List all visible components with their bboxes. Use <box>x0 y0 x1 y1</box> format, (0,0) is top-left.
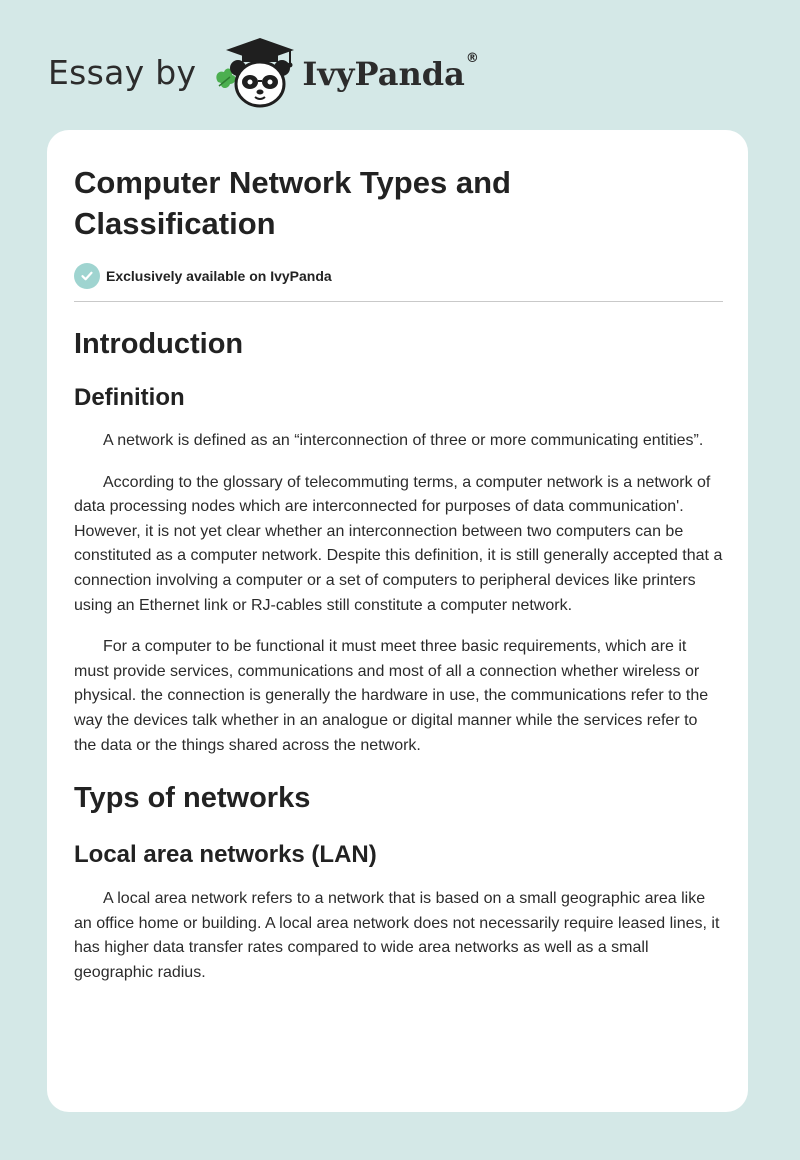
registered-mark: ® <box>465 51 479 66</box>
exclusive-label: Exclusively available on IvyPanda <box>106 268 332 284</box>
exclusive-badge <box>74 262 721 290</box>
article-card <box>47 130 748 1112</box>
brand-name[interactable] <box>302 51 479 93</box>
paragraph: A local area network refers to a network that is based on a small geographic area like an office home or building. A local area network does not necessarily require leased lines, it has higher data transfer rates compared to wide area networks as well as a small geographic radius. <box>74 890 720 981</box>
brand-name-text: IvyPanda <box>302 55 465 93</box>
panda-graduate-icon[interactable] <box>210 34 298 110</box>
paragraph: For a computer to be functional it must meet three basic requirements, which are it must provide services, communications and most of all a connection whether wireless or physical. the connection is generally the hardware in use, the communications refer to the way the devices talk whether in an analogue or digital manner while the services refer to the data or the things shared across the network. <box>74 638 709 754</box>
section-heading-types: Typs of networks <box>74 782 311 815</box>
brand-prefix: Essay by <box>48 52 197 92</box>
paragraph: According to the glossary of telecommuting terms, a computer network is a network of data processing nodes which are interconnected for purposes of data communication'. However, it is not yet clear whether an interconnection between two computers can be constituted as a computer network. Despite this definition, it is still generally accepted that a connection involving a computer or a set of computers to peripheral devices like printers using an Ethernet link or RJ-cables still constitute a computer network. <box>74 473 723 614</box>
divider <box>74 301 723 302</box>
subheading-definition: Definition <box>74 384 185 411</box>
check-circle-icon <box>74 263 100 289</box>
article-title: Computer Network Types and Classification <box>74 165 511 241</box>
section-heading-introduction: Introduction <box>74 328 244 360</box>
brand-header <box>48 34 479 110</box>
subheading-lan: Local area networks (LAN) <box>74 841 377 869</box>
paragraph: A network is defined as an “interconnection of three or more communicating entities”. <box>103 432 704 449</box>
